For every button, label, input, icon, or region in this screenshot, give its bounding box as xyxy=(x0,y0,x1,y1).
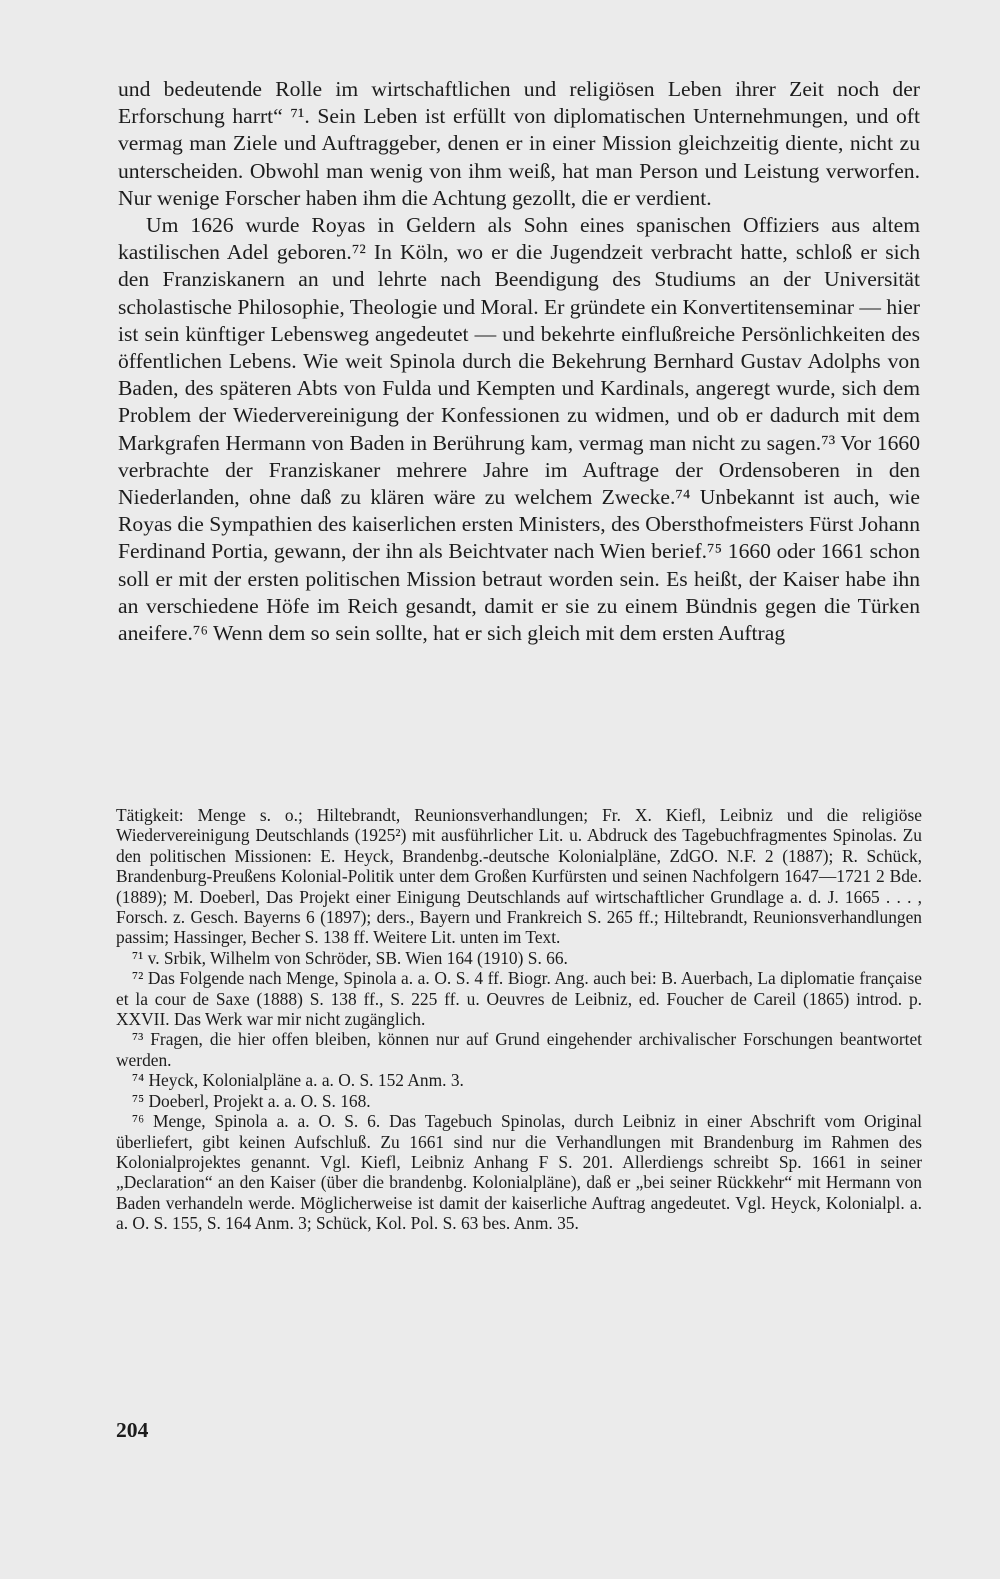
footnote-76: ⁷⁶ Menge, Spinola a. a. O. S. 6. Das Tagebuch Spinolas, durch Leibniz in einer Abschrift vom Original überliefert, gibt keinen Aufschluß. Zu 1661 sind nur die Verhandlungen mit Brandenburg im Rahmen des Kolonialprojektes genannt. Vgl. Kiefl, Leibniz Anhang F S. 201. Allerdiengs schreibt Sp. 1661 in seiner „Declaration“ an den Kaiser (über die brandenbg. Kolonialpläne), daß er „bei seiner Rückkehr“ mit Hermann von Baden verhandeln werde. Möglicherweise ist damit der kaiserliche Auftrag angedeutet. Vgl. Heyck, Kolonialpl. a. a. O. S. 155, S. 164 Anm. 3; Schück, Kol. Pol. S. 63 bes. Anm. 35. xyxy=(116,1111,922,1234)
footnote-73: ⁷³ Fragen, die hier offen bleiben, können nur auf Grund eingehender archivalischer Forschungen beantwortet werden. xyxy=(116,1029,922,1070)
main-text xyxy=(118,76,920,647)
footnotes xyxy=(116,805,922,1234)
paragraph-continuation: und bedeutende Rolle im wirtschaftlichen und religiösen Leben ihrer Zeit noch der Erforschung harrt“ ⁷¹. Sein Leben ist erfüllt von diplomatischen Unternehmungen, und oft vermag man Ziele und Auftraggeber, denen er in einer Mission gleichzeitig diente, nicht zu unterscheiden. Obwohl man wenig von ihm weiß, hat man Person und Leistung verworfen. Nur wenige Forscher haben ihm die Achtung gezollt, die er verdient. xyxy=(118,77,920,210)
footnote-continuation: Tätigkeit: Menge s. o.; Hiltebrandt, Reunionsverhandlungen; Fr. X. Kiefl, Leibniz und die religiöse Wiedervereinigung Deutschlands (1925²) mit ausführlicher Lit. u. Abdruck des Tagebuchfragmentes Spinolas. Zu den politischen Missionen: E. Heyck, Brandenbg.-deutsche Kolonialpläne, ZdGO. N.F. 2 (1887); R. Schück, Brandenburg-Preußens Kolonial-Politik unter dem Großen Kurfürsten und seinen Nachfolgern 1647—1721 2 Bde. (1889); M. Doeberl, Das Projekt einer Einigung Deutschlands auf wirtschaftlicher Grundlage a. d. J. 1665 . . . , Forsch. z. Gesch. Bayerns 6 (1897); ders., Bayern und Frankreich S. 265 ff.; Hiltebrandt, Reunionsverhandlungen passim; Hassinger, Becher S. 138 ff. Weitere Lit. unten im Text. xyxy=(116,805,922,948)
page-number: 204 xyxy=(116,1418,149,1442)
paragraph-royas-biography: Um 1626 wurde Royas in Geldern als Sohn eines spanischen Offiziers aus altem kastilischen Adel geboren.⁷² In Köln, wo er die Jugendzeit verbracht hatte, schloß er sich den Franziskanern an und lehrte nach Beendigung des Studiums an der Universität scholastische Philosophie, Theologie und Moral. Er gründete ein Konvertitenseminar — hier ist sein künftiger Lebensweg angedeutet — und bekehrte einflußreiche Persönlichkeiten des öffentlichen Lebens. Wie weit Spinola durch die Bekehrung Bernhard Gustav Adolphs von Baden, des späteren Abts von Fulda und Kempten und Kardinals, angeregt wurde, sich dem Problem der Wiedervereinigung der Konfessionen zu widmen, und ob er dadurch mit dem Markgrafen Hermann von Baden in Berührung kam, vermag man nicht zu sagen.⁷³ Vor 1660 verbrachte der Franziskaner mehrere Jahre im Auftrage der Ordensoberen in den Niederlanden, ohne daß zu klären wäre zu welchem Zwecke.⁷⁴ Unbekannt ist auch, wie Royas die Sympathien des kaiserlichen ersten Ministers, des Obersthofmeisters Fürst Johann Ferdinand Portia, gewann, der ihn als Beichtvater nach Wien berief.⁷⁵ 1660 oder 1661 schon soll er mit der ersten politischen Mission betraut worden sein. Es heißt, der Kaiser habe ihn an verschiedene Höfe im Reich gesandt, damit er sie zu einem Bündnis gegen die Türken aneifere.⁷⁶ Wenn dem so sein sollte, hat er sich gleich mit dem ersten Auftrag xyxy=(118,213,920,646)
footnote-72: ⁷² Das Folgende nach Menge, Spinola a. a. O. S. 4 ff. Biogr. Ang. auch bei: B. Auerbach, La diplomatie française et la cour de Saxe (1888) S. 138 ff., S. 225 ff. u. Oeuvres de Leibniz, ed. Foucher de Careil (1865) introd. p. XXVII. Das Werk war mir nicht zugänglich. xyxy=(116,968,922,1030)
footnote-74: ⁷⁴ Heyck, Kolonialpläne a. a. O. S. 152 Anm. 3. xyxy=(132,1070,464,1091)
footnote-75: ⁷⁵ Doeberl, Projekt a. a. O. S. 168. xyxy=(132,1090,371,1111)
footnote-71: ⁷¹ v. Srbik, Wilhelm von Schröder, SB. Wien 164 (1910) S. 66. xyxy=(132,947,568,968)
